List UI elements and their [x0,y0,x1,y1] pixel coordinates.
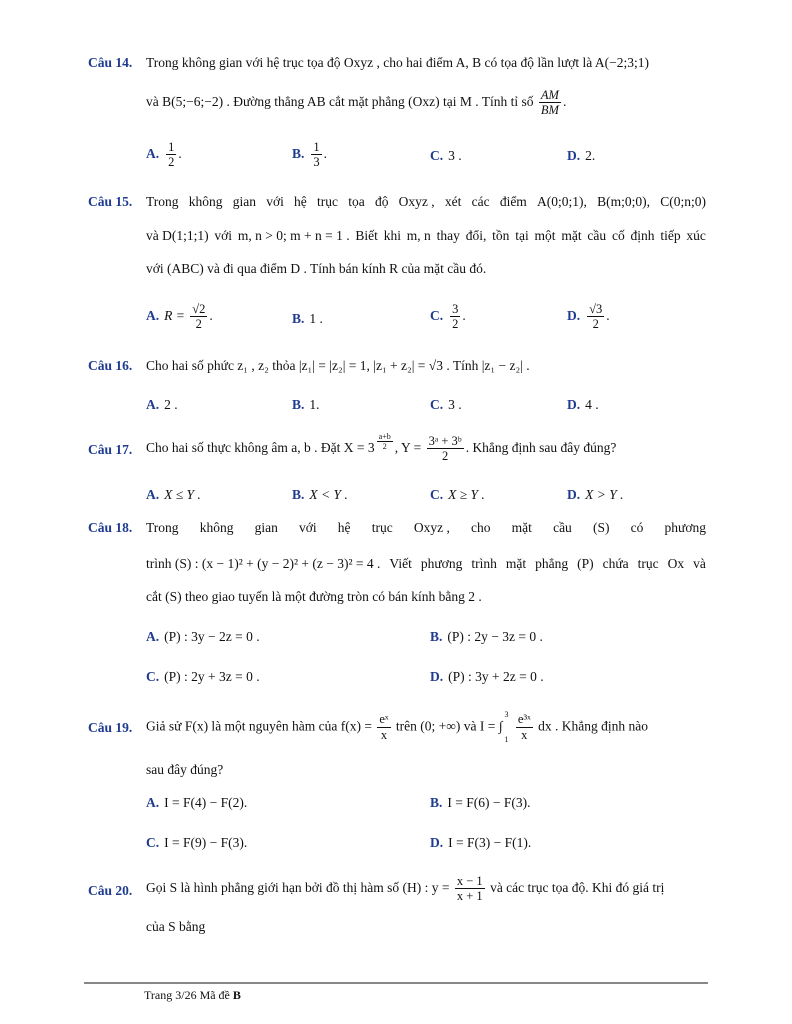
question-17-label: Câu 17. [88,442,133,457]
question-15-line-1 [146,194,706,210]
question-17-option-a[interactable] [146,487,201,503]
option-text: 3 . [448,148,462,163]
question-18-line-2 [146,556,706,572]
question-17-option-b[interactable] [292,487,348,503]
denominator: 2 [592,317,599,332]
question-17-text: Cho hai số thực không âm a, b . Đặt X = 3 [146,439,375,455]
exponent-fraction [377,432,393,451]
option-text: X ≥ Y . [448,487,485,502]
question-17-line-1 [146,434,616,464]
question-19-option-d[interactable] [430,835,531,851]
word: Trong [146,194,179,209]
numerator: 3 [452,302,459,316]
numerator: 1 [168,140,175,154]
option-letter: D. [567,487,581,502]
question-18-line-1 [146,520,706,536]
word: mặt [505,556,527,571]
f-fraction [377,712,390,742]
numerator: x − 1 [456,874,483,888]
question-17-option-c[interactable] [430,487,485,503]
option-letter: D. [567,307,581,323]
numerator: a+b [378,432,391,441]
word: chứa [602,556,629,571]
option-letter: D. [567,397,581,412]
word: mặt [511,520,532,535]
question-16-option-b[interactable] [292,397,320,413]
question-15-option-a[interactable]: A. R = $\frac{√2}{2}$ . [146,302,213,332]
option-text: 1. [309,397,320,412]
word: và [693,556,706,571]
question-19-label: Câu 19. [88,720,133,735]
word: phẳng [535,556,569,571]
question-20-line-1 [146,874,664,904]
question-14-line-2: và B(5;−6;−2) . Đường thẳng AB cắt mặt phẳng (Oxz) tại M . Tính tỉ số $\frac{AM}{BM}$ . [146,88,567,118]
option-fraction [450,302,460,332]
word: điểm [499,194,527,209]
y-fraction [427,434,464,464]
question-19-option-c[interactable] [146,835,247,851]
word: có [630,520,644,535]
denominator: 2 [195,317,202,332]
option-text: (P) : 2y + 3z = 0 . [164,669,260,684]
word: m, n > 0; m + n = 1 . [237,228,350,243]
word: gian [254,520,278,535]
word: hệ [337,520,351,535]
word: cầu [553,520,572,535]
denominator: x + 1 [456,889,483,904]
numerator: eˣ [379,712,389,727]
question-18-option-d[interactable] [430,669,544,685]
option-letter: B. [292,487,305,502]
word: đổi, [465,228,487,243]
option-text: 4 . [585,397,599,412]
option-text: I = F(6) − F(3). [447,795,531,810]
option-fraction [190,302,207,332]
question-15-option-b[interactable] [292,311,323,327]
upper-bound: 3 [504,710,509,719]
option-letter: C. [430,397,444,412]
word: tiếp [660,228,681,243]
option-letter: C. [430,487,444,502]
word: Ox [667,556,685,571]
page-number: Trang 3/26 Mã đề [144,988,230,1002]
question-19-option-b[interactable] [430,795,531,811]
option-letter: C. [146,835,160,850]
question-18-option-c[interactable] [146,669,260,685]
option-text: 2 . [164,397,178,412]
denominator: x [380,727,388,742]
question-18-label: Câu 18. [88,520,133,535]
question-18-line-3: cắt (S) theo giao tuyến là một đường tròn có bán kính bằng 2 . [146,589,482,604]
question-17-text: , Y = [394,439,422,455]
option-text: I = F(4) − F(2). [164,795,248,810]
question-15-line-2 [146,228,706,244]
question-19-line-2: sau đây đúng? [146,762,224,777]
denominator: 2 [442,449,449,464]
word: cho [471,520,491,535]
question-14-line-1: Trong không gian với hệ trục tọa độ Oxyz , cho hai điểm A, B có tọa độ lần lượt là A(−2;3;1) [146,55,650,70]
question-19-line-1 [146,710,648,744]
option-letter: D. [430,669,444,684]
question-18-option-b[interactable] [430,629,543,645]
question-16-option-a[interactable] [146,397,178,413]
question-14-option-d[interactable] [567,148,595,164]
word: trục [371,520,393,535]
page-footer [144,988,241,1003]
option-letter: C. [146,669,160,684]
word: khi [383,228,401,243]
ratio-fraction [539,88,561,118]
word: không [199,520,234,535]
denominator: x [521,727,528,742]
option-letter: A. [146,145,160,161]
option-text: X < Y . [309,487,348,502]
option-letter: B. [430,629,443,644]
option-text: (P) : 3y − 2z = 0 . [164,629,260,644]
option-text: 1 . [309,311,323,326]
word: phương [664,520,706,535]
question-20-line-2: của S bằng [146,919,206,934]
option-letter: A. [146,487,160,502]
integral-bounds [504,710,508,744]
option-fraction [587,302,604,332]
word: trình [471,556,497,571]
word: tồn [492,228,510,243]
word: Trong [146,520,179,535]
lower-bound: 1 [504,735,509,745]
question-20-label: Câu 20. [88,883,133,898]
word: (P) [577,556,594,571]
word: cố [611,228,625,243]
option-text: R = [164,307,185,323]
question-15-line-3: với (ABC) và đi qua điểm D . Tính bán kính R của mặt cầu đó. [146,261,487,276]
option-text: X > Y . [585,487,624,502]
word: một [534,228,556,243]
word: Viết [389,556,412,571]
word: với [214,228,233,243]
option-letter: A. [146,397,160,412]
question-19-option-a[interactable] [146,795,247,811]
question-16-label: Câu 16. [88,358,133,373]
word: A(0;0;1), [537,194,587,209]
question-17-text: . Khẳng định sau đây đúng? [465,439,617,455]
word: xét [444,194,462,209]
question-14-text: và B(5;−6;−2) . Đường thẳng AB cắt mặt phẳng (Oxz) tại M . Tính tỉ số [146,93,534,109]
numerator: 1 [313,140,320,154]
integrand-fraction [516,712,533,742]
word: hệ [294,194,307,209]
question-16-option-d[interactable] [567,397,599,413]
option-letter: D. [567,148,581,163]
word: độ [374,194,389,209]
numerator: e³ˣ [517,712,531,727]
word: thay [436,228,460,243]
question-18-option-a[interactable] [146,629,260,645]
option-letter: D. [430,835,444,850]
option-text: I = F(3) − F(1). [448,835,532,850]
ratio-denominator: BM [540,103,559,118]
word: B(m;0;0), [597,194,650,209]
option-fraction [311,140,321,170]
denominator: 2 [168,155,175,170]
option-fraction [166,140,176,170]
question-14-option-a[interactable]: A. $\frac{1}{2}$ . [146,140,182,170]
numerator: 3ᵃ + 3ᵇ [428,434,462,448]
option-text: X ≤ Y . [164,487,201,502]
question-20-text: Gọi S là hình phẳng giới hạn bởi đồ thị hàm số (H) : y = [146,879,450,895]
question-14-option-b[interactable]: B. $\frac{1}{3}$ . [292,140,328,170]
question-19-text: Giả sử F(x) là một nguyên hàm của f(x) = [146,718,372,734]
ratio-numerator: AM [540,88,559,102]
numerator: √2 [192,302,206,316]
question-17-option-d[interactable] [567,487,624,503]
option-text: 2. [585,148,596,163]
word: phương [420,556,463,571]
word: với [266,194,284,209]
option-text: 3 . [448,397,462,412]
h-fraction [455,874,485,904]
question-19-text: dx . Khẳng định nào [538,718,648,734]
option-text: (P) : 2y − 3z = 0 . [447,629,543,644]
question-16-line-1: Cho hai số phức z₁ , z₂ thỏa |z₁| = |z₂| = 1, |z₁ + z₂| = √3 . Tính |z₁ − z₂| . [146,358,530,373]
word: mặt [561,228,582,243]
word: m, n [406,228,431,243]
option-letter: A. [146,795,160,810]
option-text: (P) : 3y + 2z = 0 . [448,669,544,684]
question-15-option-d[interactable]: D. $\frac{√3}{2}$ . [567,302,610,332]
word: Oxyz , [398,194,435,209]
denominator: 2 [452,317,459,332]
word: không [188,194,223,209]
option-letter: B. [292,145,305,161]
word: xúc [686,228,706,243]
word: tại [515,228,529,243]
word: Oxyz , [413,520,450,535]
word: với [299,520,317,535]
word: gian [232,194,256,209]
question-14-label: Câu 14. [88,55,133,70]
question-15-option-c[interactable]: C. $\frac{3}{2}$ . [430,302,466,332]
word: tọa [348,194,365,209]
word: trình (S) : (x − 1)² + (y − 2)² + (z − 3)² = 4 . [146,556,381,571]
exam-code: B [232,988,241,1002]
denominator: 2 [382,442,387,452]
question-20-text: và các trục tọa độ. Khi đó giá trị [490,879,665,895]
question-19-text: trên (0; +∞) và I = ∫ [395,718,503,734]
word: Biết [355,228,378,243]
option-letter: A. [146,307,160,323]
word: cầu [587,228,607,243]
option-text: I = F(9) − F(3). [164,835,248,850]
option-letter: B. [292,397,305,412]
question-16-option-c[interactable] [430,397,462,413]
word: trục [637,556,659,571]
word: trục [317,194,339,209]
word: C(0;n;0) [660,194,706,209]
footer-divider [84,982,708,984]
word: (S) [592,520,610,535]
option-letter: C. [430,148,444,163]
question-14-option-c[interactable] [430,148,462,164]
numerator: √3 [589,302,603,316]
word: và D(1;1;1) [146,228,209,243]
word: các [471,194,490,209]
word: định [630,228,655,243]
denominator: 3 [313,155,320,170]
question-15-label: Câu 15. [88,194,133,209]
option-letter: B. [430,795,443,810]
option-letter: B. [292,311,305,326]
option-letter: C. [430,307,444,323]
option-letter: A. [146,629,160,644]
